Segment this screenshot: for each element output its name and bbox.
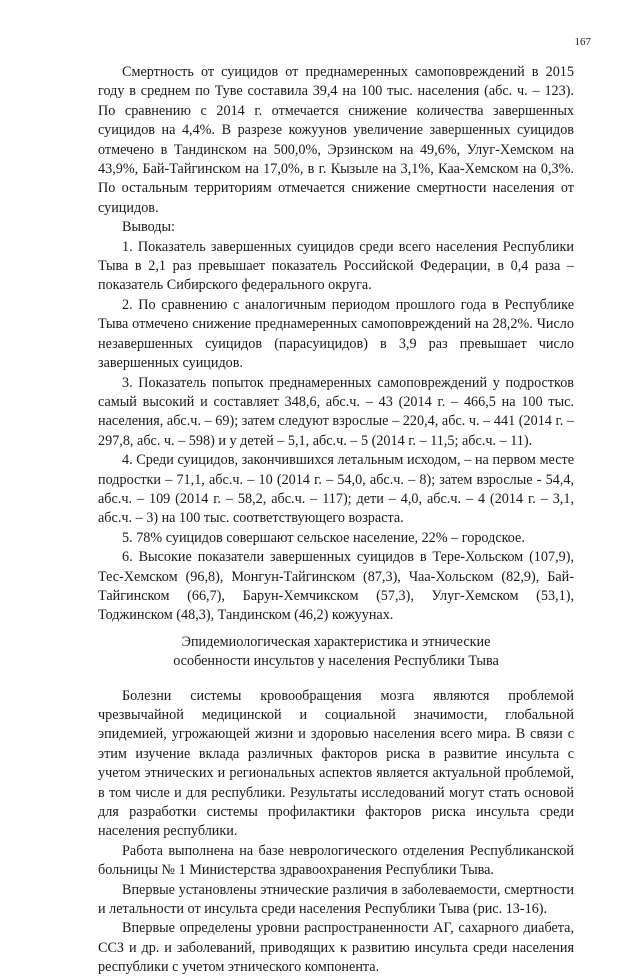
- section-title-line: Эпидемиологическая характеристика и этнические: [181, 633, 491, 650]
- page-number: 167: [574, 36, 591, 48]
- paragraph: Болезни системы кровообращения мозга являются проблемой чрезвычайной медицинской и социальной значимости, глобальной эпидемией, угрожающей жизни и здоровью населения всего мира. В связи с этим изучение вклада различных факторов риска в развитие инсульта с учетом этнических и региональных аспектов является актуальной проблемой, в том числе и для республики. Результаты исследований могут стать основой для разработки системы профилактики факторов риска инсульта среди населения республики.: [98, 687, 574, 840]
- conclusion-item: 1. Показатель завершенных суицидов среди всего населения Республики Тыва в 2,1 раз превышает показатель Российской Федерации, в 0,4 раза – показатель Сибирского федерального округа.: [98, 238, 574, 294]
- paragraph: Смертность от суицидов от преднамеренных самоповреждений в 2015 году в среднем по Туве составила 39,4 на 100 тыс. населения (абс. ч. – 123). По сравнению с 2014 г. отмечается снижение количества завершенных суицидов на 4,4%. В разрезе кожуунов увеличение завершенных суицидов отмечено в Тандинском на 500,0%, Эрзинском на 49,6%, Улуг-Хемском на 43,9%, Бай-Тайгинском на 17,0%, в г. Кызыле на 3,1%, Каа-Хемском на 0,3%. По остальным территориям отмечается снижение смертности населения от суицидов.: [98, 64, 574, 216]
- conclusions-heading: Выводы:: [122, 219, 175, 236]
- conclusion-item: 5. 78% суицидов совершают сельское население, 22% – городское.: [122, 529, 525, 546]
- section-heading: [98, 633, 574, 672]
- conclusion-item: 2. По сравнению с аналогичным периодом прошлого года в Республике Тыва отмечено снижение преднамеренных самоповреждений на 28,2%. Число незавершенных суицидов (парасуицидов) в 3,9 раз превышает число завершенных суицидов.: [98, 296, 574, 372]
- page-body: [98, 63, 574, 978]
- conclusion-item: 3. Показатель попыток преднамеренных самоповреждений у подростков самый высокий и составляет 348,6, абс.ч. – 43 (2014 г. – 466,5 на 100 тыс. населения, абс.ч. – 69); затем следуют взрослые – 220,4, абс. ч. – 441 (2014 г. – 297,8, абс. ч. – 598) и у детей – 5,1, абс.ч. – 5 (2014 г. – 11,5; абс.ч. – 11).: [98, 374, 574, 449]
- section-title-line: особенности инсультов у населения Республики Тыва: [173, 653, 499, 670]
- conclusion-item: 6. Высокие показатели завершенных суицидов в Тере-Хольском (107,9), Тес-Хемском (96,8), Монгун-Тайгинском (87,3), Чаа-Хольском (82,9), Бай-Тайгинском (66,7), Барун-Хемчикском (57,3), Улуг-Хемском (53,1), Тоджинском (48,3), Тандинском (46,2) кожуунах.: [98, 549, 574, 624]
- paragraph: Впервые установлены этнические различия в заболеваемости, смертности и летальности от инсульта среди населения Республики Тыва (рис. 13-16).: [98, 881, 574, 918]
- paragraph: Работа выполнена на базе неврологического отделения Республиканской больницы № 1 Министерства здравоохранения Республики Тыва.: [98, 842, 574, 879]
- paragraph: Впервые определены уровни распространенности АГ, сахарного диабета, ССЗ и др. и заболеваний, приводящих к развитию инсульта среди населения республики с учетом этнического компонента.: [98, 920, 574, 976]
- conclusion-item: 4. Среди суицидов, закончившихся летальным исходом, – на первом месте подростки – 71,1, абс.ч. – 10 (2014 г. – 54,0, абс.ч. – 8); затем взрослые - 54,4, абс.ч. – 109 (2014 г. – 58,2, абс.ч. – 117); дети – 4,0, абс.ч. – 4 (2014 г. – 3,1, абс.ч. – 3) на 100 тыс. соответствующего возраста.: [98, 452, 574, 527]
